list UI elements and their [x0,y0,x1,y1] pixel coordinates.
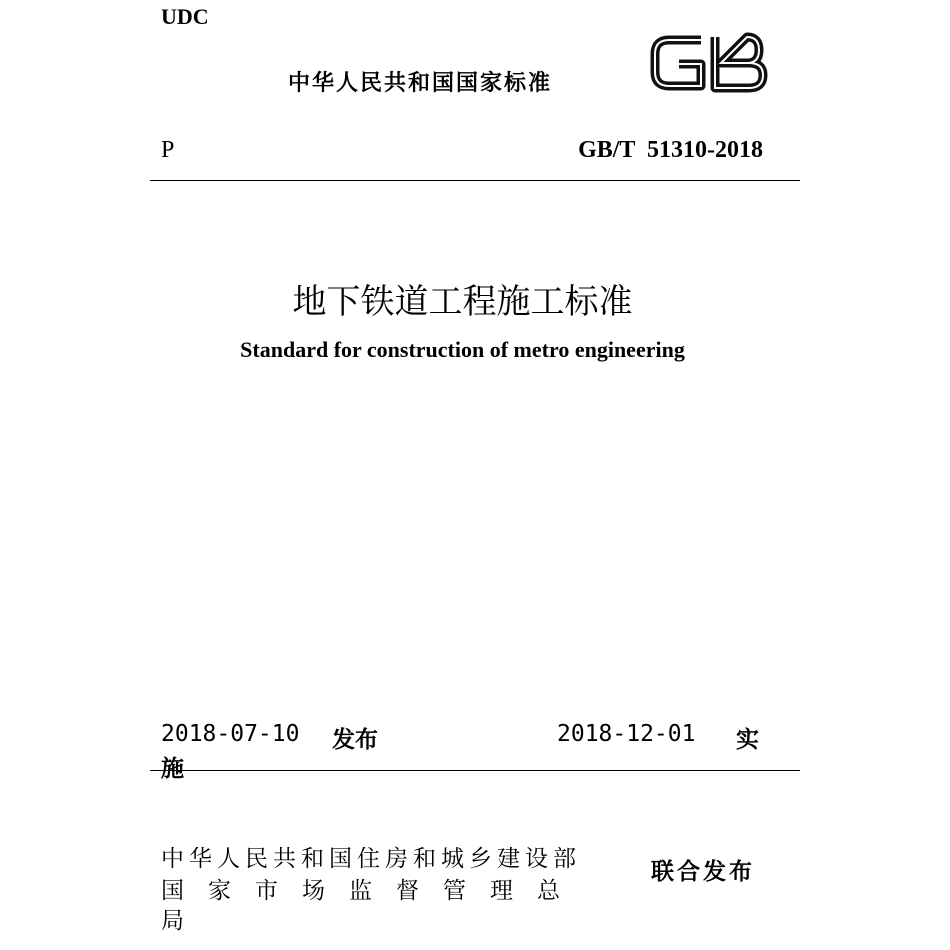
standard-number: GB/T 51310-2018 [578,137,763,163]
issuer-market-regulation: 国家市场监督管理总 [161,878,584,904]
issuer-ministry: 中华人民共和国住房和城乡建设部 [161,846,581,872]
udc-label: UDC [161,4,209,29]
header-divider [150,180,800,181]
issuer-market-regulation-continued: 局 [161,908,184,934]
title-english: Standard for construction of metro engineering [240,337,685,362]
publish-label: 发布 [332,727,378,753]
category-code: P [161,137,175,163]
implement-date: 2018-12-01 [557,721,696,747]
dates-divider [150,770,800,771]
publish-date: 2018-07-10 [161,721,300,747]
title-chinese: 地下铁道工程施工标准 [292,282,633,322]
joint-publish-label: 联合发布 [651,859,755,885]
national-standard-heading: 中华人民共和国国家标准 [288,71,553,96]
implement-label-part1: 实 [736,727,759,753]
implement-label-part2: 施 [161,756,184,782]
gb-logo [645,28,771,96]
